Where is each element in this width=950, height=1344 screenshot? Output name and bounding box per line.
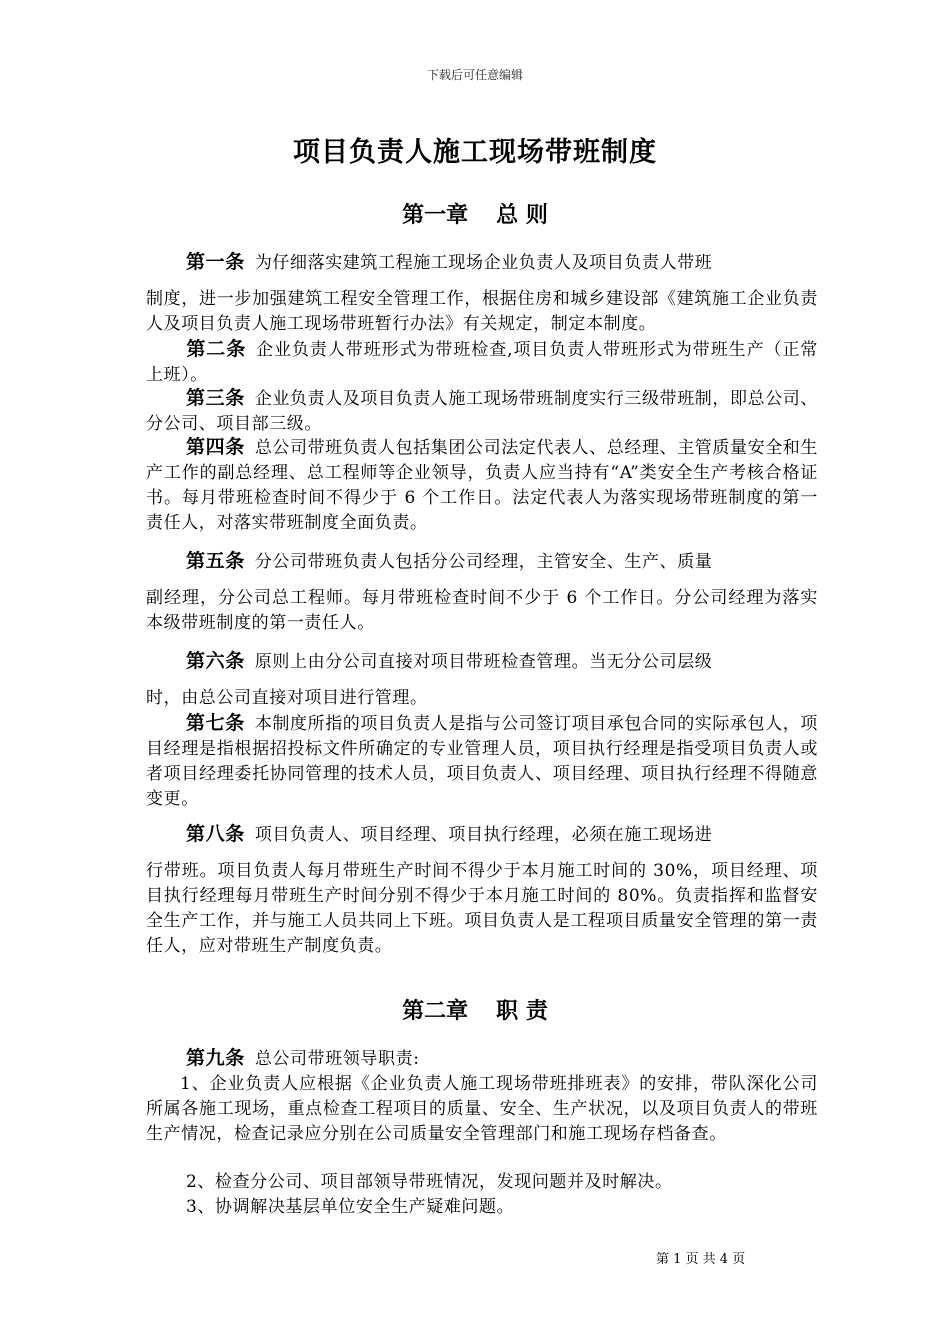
article-2-body: 企业负责人带班形式为带班检查,项目负责人带班形式为带班生产（正常上班）。 xyxy=(146,340,818,385)
article-1-first-line: 为仔细落实建筑工程施工现场企业负责人及项目负责人带班 xyxy=(254,253,713,273)
article-8-label: 第八条 xyxy=(186,823,245,845)
chapter-2-label: 第二章 xyxy=(402,999,469,1024)
article-6 xyxy=(146,649,818,711)
duty-item-1-text: 1、企业负责人应根据《企业负责人施工现场带班排班表》的安排，带队深化公司所属各施工现场，重点检查工程项目的质量、安全、生产状况，以及项目负责人的带班生产情况，检查记录应分别在公司质量安全管理部门和施工现场存档备查。 xyxy=(146,1074,818,1144)
article-9-label: 第九条 xyxy=(186,1047,245,1069)
article-2-label: 第二条 xyxy=(186,338,247,360)
article-7-label: 第七条 xyxy=(186,712,245,734)
article-6-label: 第六条 xyxy=(186,650,245,672)
article-3-label: 第三条 xyxy=(186,387,245,409)
duty-item-2-text: 2、检查分公司、项目部领导带班情况，发现问题并及时解决。 xyxy=(186,1172,673,1192)
article-3 xyxy=(146,386,818,437)
document-title: 项目负责人施工现场带班制度 xyxy=(293,137,657,168)
article-1-label: 第一条 xyxy=(186,251,245,273)
duty-item-2 xyxy=(146,1170,818,1195)
article-5-first-line: 分公司带班负责人包括分公司经理，主管安全、生产、质量 xyxy=(254,552,713,572)
chapter-1-heading xyxy=(0,198,950,229)
article-2 xyxy=(146,337,818,388)
article-4 xyxy=(146,435,818,536)
article-1 xyxy=(146,250,818,337)
article-5-body: 副经理，分公司总工程师。每月带班检查时间不少于 6 个工作日。分公司经理为落实本级带班制度的第一责任人。 xyxy=(146,588,818,633)
chapter-1-name: 总 则 xyxy=(496,203,548,228)
article-5-label: 第五条 xyxy=(186,550,245,572)
duty-item-3 xyxy=(146,1195,818,1220)
duty-item-3-text: 3、协调解决基层单位安全生产疑难问题。 xyxy=(186,1197,515,1217)
article-6-first-line: 原则上由分公司直接对项目带班检查管理。当无分公司层级 xyxy=(254,652,713,672)
chapter-2-heading xyxy=(0,994,950,1025)
header-note: 下载后可任意编辑 xyxy=(426,68,523,82)
chapter-1-label: 第一章 xyxy=(402,203,469,228)
article-8 xyxy=(146,822,818,959)
article-6-body: 时，由总公司直接对项目进行管理。 xyxy=(146,688,428,708)
duty-item-1 xyxy=(146,1072,818,1147)
article-4-label: 第四条 xyxy=(186,436,245,458)
page-footer: 第 1 页 共 4 页 xyxy=(656,1252,746,1267)
article-9 xyxy=(146,1046,818,1072)
article-8-body: 行带班。项目负责人每月带班生产时间不得少于本月施工时间的 30%，项目经理、项目执行经理每月带班生产时间分别不得少于本月施工时间的 80%。负责指挥和监督安全生产工作，并与施工人员共同上下班。项目负责人是工程项目质量安全管理的第一责任人，应对带班生产制度负责。 xyxy=(146,861,818,956)
article-5 xyxy=(146,549,818,636)
article-7-body: 本制度所指的项目负责人是指与公司签订项目承包合同的实际承包人，项目经理是指根据招投标文件所确定的专业管理人员，项目执行经理是指受项目负责人或者项目经理委托协同管理的技术人员，项目负责人、项目经理、项目执行经理不得随意变更。 xyxy=(146,714,819,809)
article-7 xyxy=(146,711,818,812)
article-9-body: 总公司带班领导职责: xyxy=(254,1049,420,1069)
article-4-body: 总公司带班负责人包括集团公司法定代表人、总经理、主管质量安全和生产工作的副总经理、总工程师等企业领导，负责人应当持有“A”类安全生产考核合格证书。每月带班检查时间不得少于 6 个工作日。法定代表人为落实现场带班制度的第一责任人，对落实带班制度全面负责。 xyxy=(146,438,819,533)
chapter-2-name: 职 责 xyxy=(496,999,548,1024)
article-1-body: 制度，进一步加强建筑工程安全管理工作，根据住房和城乡建设部《建筑施工企业负责人及项目负责人施工现场带班暂行办法》有关规定，制定本制度。 xyxy=(146,289,818,334)
article-8-first-line: 项目负责人、项目经理、项目执行经理，必须在施工现场进 xyxy=(254,825,713,845)
article-3-body: 企业负责人及项目负责人施工现场带班制度实行三级带班制，即总公司、分公司、项目部三级。 xyxy=(146,389,819,434)
